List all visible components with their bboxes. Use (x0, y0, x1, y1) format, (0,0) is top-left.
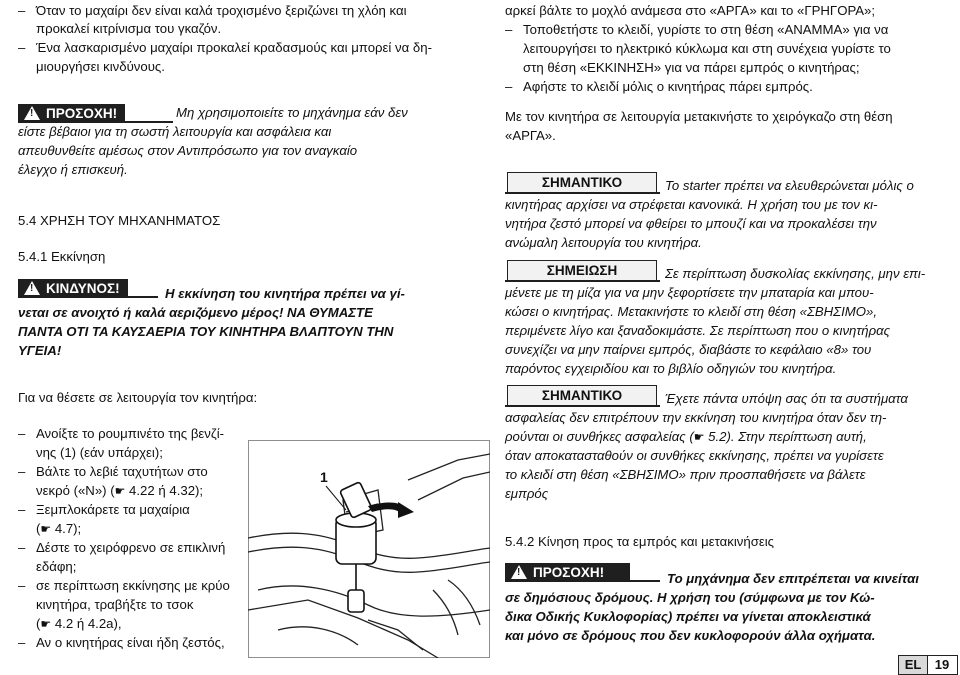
note-underline (505, 280, 660, 282)
warning-underline (505, 580, 660, 582)
important-text: ανώμαλη λειτουργία του κινητήρα. (505, 235, 702, 250)
list-item: (☛ 4.7); (36, 520, 81, 539)
important-text: Το starter πρέπει να ελευθερώνεται μόλις ο (665, 178, 914, 193)
warning-text: έλεγχο ή επισκευή. (18, 162, 128, 177)
list-item: Όταν το μαχαίρι δεν είναι καλά τροχισμένο ξεριζώνει τη χλόη και (36, 3, 407, 18)
note-text: κώσει ο κινητήρας. Μετακινήστε το κλειδί στη θέση «ΣΒΗΣΙΜΟ», (505, 304, 877, 319)
paragraph-line: «ΑΡΓΑ». (505, 128, 556, 143)
warning-triangle-icon: ! (24, 281, 40, 295)
list-item: Δέστε το χειρόφρενο σε επικλινή (36, 540, 226, 555)
note-text: μένετε με τη μίζα για να μην ξεφορτίσετε την μπαταρία και μπου- (505, 285, 874, 300)
warning-triangle-icon: ! (511, 565, 527, 579)
list-item: στη θέση «ΕΚΚΙΝΗΣΗ» για να πάρει εμπρός ο κινητήρας; (523, 60, 860, 75)
important-underline (505, 192, 660, 194)
important-text: νητήρα ζεστό μπορεί να φθείρει το μπουζί και να προκαλέσει την (505, 216, 877, 231)
page-number: 19 (934, 657, 950, 672)
danger-text: νεται σε ανοιχτό ή καλά αεριζόμενο μέρος! ΝΑ ΘΥΜΑΣΤΕ (18, 305, 373, 320)
list-item: Τοποθετήστε το κλειδί, γυρίστε το στη θέση «ΑΝΑΜΜΑ» για να (523, 22, 889, 37)
list-item: κινητήρα, τραβήξτε το τσοκ (36, 597, 194, 612)
list-item: νης (1) (εάν υπάρχει); (36, 445, 163, 460)
list-item: Ανοίξτε το ρουμπινέτο της βενζί- (36, 426, 225, 441)
pointing-hand-icon: ☛ (40, 617, 52, 631)
warning-triangle-icon: ! (24, 106, 40, 120)
note-text: περιμένετε λίγο και ξαναδοκιμάστε. Σε περίπτωση που ο κινητήρας (505, 323, 891, 338)
paragraph-line: αρκεί βάλτε το μοχλό ανάμεσα στο «ΑΡΓΑ» και το «ΓΡΗΓΟΡΑ»; (505, 3, 876, 18)
danger-text: ΥΓΕΙΑ! (18, 343, 62, 358)
list-item: Αν ο κινητήρας είναι ήδη ζεστός, (36, 635, 225, 650)
danger-badge: ! ΚΙΝΔΥΝΟΣ! (18, 279, 128, 298)
pointing-hand-icon: ☛ (693, 430, 705, 444)
list-item: προκαλεί κιτρίνισμα του γκαζόν. (36, 21, 222, 36)
danger-text: ΠΑΝΤΑ ΟΤΙ ΤΑ ΚΑΥΣΑΕΡΙΑ ΤΟΥ ΚΙΝΗΤΗΡΑ ΒΛΑΠΤΟΥΝ ΤΗΝ (18, 324, 394, 339)
list-item: Ξεμπλοκάρετε τα μαχαίρια (36, 502, 190, 517)
language-code: EL (899, 656, 928, 674)
steps-list: – Ανοίξτε το ρουμπινέτο της βενζί- νης (1) (εάν υπάρχει); – Βάλτε το λεβιέ ταχυτήτων στο νεκρό («N») (☛ 4.22 ή 4.32); – Ξεμπλοκάρετε τα μαχαίρια (☛ 4.7); – Δέστε το χειρόφρενο σε επικλινή εδάφη; – σε περίπτωση εκκίνησης με κρύο κινητήρα, τραβήξτε το τσοκ (☛ 4.2 ή 4.2a), – Αν ο κινητήρας είναι ήδη ζεστός, (18, 425, 258, 655)
note-text: συνεχίζει να μην παίρνει εμπρός, διαβάστε το κεφάλαιο «8» του (505, 342, 872, 357)
important-text: όταν αποκατασταθούν οι συνθήκες εκκίνησης, πρέπει να γυρίσετε (505, 448, 884, 463)
list-item: μιουργήσει κινδύνους. (36, 59, 165, 74)
warning-text: δικα Οδικής Κυκλοφορίας) πρέπει να γίνεται αποκλειστικά (505, 609, 871, 624)
intro-text: Για να θέσετε σε λειτουργία τον κινητήρα: (18, 390, 258, 405)
warning-text: και μόνο σε δρόμους που δεν κυκλοφορούν άλλα οχήματα. (505, 628, 876, 643)
warning-badge: ! ΠΡΟΣΟΧΗ! (505, 563, 630, 582)
fuel-tap-illustration (248, 440, 490, 658)
subsection-title: 5.4.1 Εκκίνηση (18, 249, 106, 264)
warning-text: Μη χρησιμοποιείτε το μηχάνημα εάν δεν (176, 105, 408, 120)
subsection-title: 5.4.2 Κίνηση προς τα εμπρός και μετακινήσεις (505, 534, 775, 549)
important-text: ρούνται οι συνθήκες ασφαλείας (☛ 5.2). Στην περίπτωση αυτή, (505, 428, 867, 447)
list-item: νεκρό («N») (☛ 4.22 ή 4.32); (36, 482, 203, 501)
important-text: κινητήρας αρχίσει να στρέφεται κανονικά. Η χρήση του με τον κι- (505, 197, 878, 212)
important-badge: ΣΗΜΑΝΤΙΚΟ (507, 385, 657, 406)
warning-badge: ! ΠΡΟΣΟΧΗ! (18, 104, 125, 123)
pointing-hand-icon: ☛ (40, 522, 52, 536)
warning-text: Το μηχάνημα δεν επιτρέπεται να κινείται (667, 571, 919, 586)
pointing-hand-icon: ☛ (114, 484, 126, 498)
list-item: Βάλτε το λεβιέ ταχυτήτων στο (36, 464, 208, 479)
note-badge: ΣΗΜΕΙΩΣΗ (507, 260, 657, 281)
figure-callout-label: 1 (320, 469, 328, 485)
important-text: Έχετε πάντα υπόψη σας ότι τα συστήματα (665, 391, 908, 406)
danger-text: Η εκκίνηση του κινητήρα πρέπει να γί- (165, 286, 405, 301)
list-item: λειτουργήσει το ηλεκτρικό κύκλωμα και στη συνέχεια γυρίστε το (523, 41, 891, 56)
list-item: σε περίπτωση εκκίνησης με κρύο (36, 578, 230, 593)
warning-text: σε δημόσιους δρόμους. Η χρήση του (σύμφωνα με τον Κώ- (505, 590, 875, 605)
note-text: παρόντος εγχειριδίου και το βιβλίο οδηγιών του κινητήρα. (505, 361, 837, 376)
warning-text: είστε βέβαιοι για τη σωστή λειτουργία και ασφάλεια και (18, 124, 332, 139)
important-text: ασφαλείας δεν επιτρέπουν την εκκίνηση του κινητήρα όταν δεν τη- (505, 410, 887, 425)
section-title: 5.4 ΧΡΗΣΗ ΤΟΥ ΜΗΧΑΝΗΜΑΤΟΣ (18, 213, 221, 228)
danger-underline (18, 296, 158, 298)
top-list: – Όταν το μαχαίρι δεν είναι καλά τροχισμένο ξεριζώνει τη χλόη και προκαλεί κιτρίνισμα του γκαζόν. – Ένα λασκαρισμένο μαχαίρι προκαλεί κραδασμούς και μπορεί να δη- μιουργήσει κινδύνους. (18, 2, 448, 77)
paragraph-line: Με τον κινητήρα σε λειτουργία μετακινήστε το χειρόγκαζο στη θέση (505, 109, 893, 124)
important-text: το κλειδί στη θέση «ΣΒΗΣΙΜΟ» πριν προσπαθήσετε να βάλετε (505, 467, 866, 482)
page-footer (898, 655, 958, 675)
list-item: εδάφη; (36, 559, 77, 574)
list-item: (☛ 4.2 ή 4.2a), (36, 615, 122, 634)
note-text: Σε περίπτωση δυσκολίας εκκίνησης, μην επι- (665, 266, 926, 281)
important-underline (505, 405, 660, 407)
warning-text: απευθυνθείτε αμέσως στον Αντιπρόσωπο για τον αναγκαίο (18, 143, 358, 158)
list-item: Ένα λασκαρισμένο μαχαίρι προκαλεί κραδασμούς και μπορεί να δη- (36, 40, 432, 55)
important-badge: ΣΗΜΑΝΤΙΚΟ (507, 172, 657, 193)
important-text: εμπρός (505, 486, 549, 501)
list-item: Αφήστε το κλειδί μόλις ο κινητήρας πάρει εμπρός. (523, 79, 813, 94)
